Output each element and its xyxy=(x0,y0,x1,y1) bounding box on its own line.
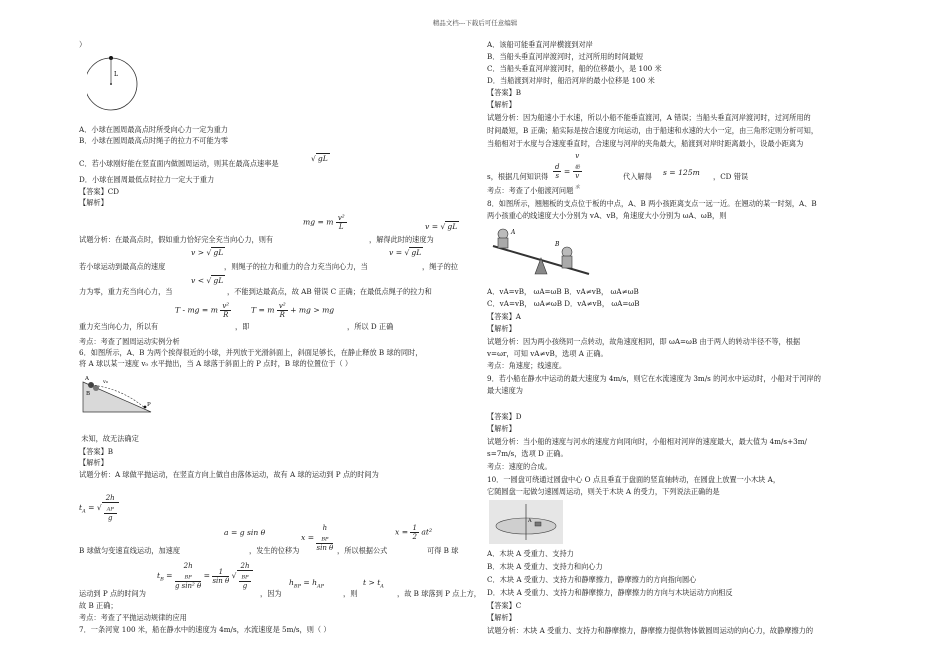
q5-analysis-line-1b: ，解得此时的速度为 xyxy=(369,235,434,244)
q6-analysis-line-2: B 球做匀变速直线运动，加速度 xyxy=(79,546,181,555)
turntable-figure xyxy=(489,500,563,544)
kaodian-q7: 考点：考查了小船渡河问题 xyxy=(487,186,574,195)
top-fragment: ） xyxy=(79,40,87,49)
analysis-label-q8: 【解析】 xyxy=(487,324,516,333)
analysis-label-q9: 【解析】 xyxy=(487,424,516,433)
analysis-label-q5: 【解析】 xyxy=(79,198,108,207)
formula-v-eq: v = √ gL xyxy=(425,222,458,231)
q5-analysis-line-4c: ，所以 D 正确 xyxy=(347,322,394,331)
q10-option-c: C．木块 A 受重力、支持力和静摩擦力，静摩擦力的方向指向圆心 xyxy=(487,575,697,584)
q7-line: 7．一条河宽 100 米，船在静水中的速度为 4m/s，水流速度是 5m/s，则（ ） xyxy=(79,625,331,634)
q8-line-1: 8．如图所示，翘翘板的支点位于板的中点，A、B 两小孩距离支点一远一近。在翘动的某一时刻，A、B xyxy=(487,199,817,208)
q5-analysis-line-2c: ，绳子的拉 xyxy=(422,262,458,271)
answer-q7: 【答案】B xyxy=(487,88,522,97)
q5-analysis-line-2: 若小球运动到最高点的速度 xyxy=(79,262,166,271)
label-a: A xyxy=(528,518,532,524)
q5-analysis-line-4b: ，即 xyxy=(235,322,250,331)
page-header: 精品文档---下载后可任意编辑 xyxy=(432,19,518,27)
q10-option-b: B．木块 A 受重力、支持力和向心力 xyxy=(487,562,603,571)
q10-line-1: 10．一圆盘可绕通过圆盘中心 O 点且垂直于盘面的竖直轴转动，在圆盘上放置一小木块 A， xyxy=(487,475,781,484)
formula-sqrt-gl: √ gL xyxy=(311,154,328,163)
q7-option-c: C．当船头垂直河岸渡河时，船的位移最小，是 100 米 xyxy=(487,64,662,73)
q6-analysis-line-3: 运动到 P 点的时间为 xyxy=(79,589,146,598)
q8-option-cd: C．vA=vB， ωA≠ωB D．vA≠vB， ωA=ωB xyxy=(487,299,640,308)
label-a: A xyxy=(85,376,89,382)
label-v0: v₀ xyxy=(103,379,108,385)
q6-analysis-line-3c: ，则 xyxy=(343,589,358,598)
kaodian-q8: 考点：角速度；线速度。 xyxy=(487,361,567,370)
formula-t-eq: T = m $\frac{\text{v²}}{R}$ + mg > mg xyxy=(251,302,335,319)
answer-q9: 【答案】D xyxy=(487,412,522,421)
q7-analysis-line-1: 试题分析：因为船速小于水速，所以小船不能垂直渡河，A 错误；当船头垂直河岸渡河时，过河所用的 xyxy=(487,113,811,122)
q7-option-a: A．该船可能垂直河岸横渡到对岸 xyxy=(487,40,593,49)
q10-option-d: D．木块 A 受重力、支持力和静摩擦力，静摩擦力的方向与木块运动方向相反 xyxy=(487,588,733,597)
q8-option-ab: A．vA=vB， ωA=ωB B．vA≠vB， ωA≠ωB xyxy=(487,287,639,296)
option-c: C．若小球刚好能在竖直面内做圆周运动，则其在最高点速率是 xyxy=(79,159,279,168)
q6-analysis-line-2c: ，所以根据公式 xyxy=(337,546,388,555)
q5-analysis-line-3b: ，不能到达最高点，故 AB 错误 C 正确；在最低点绳子的拉力和 xyxy=(227,287,432,296)
option-d: D．小球在圆周最低点时拉力一定大于重力 xyxy=(79,175,215,184)
formula-s-eq: s = 125m xyxy=(663,168,700,177)
formula-x-eq: x = h $_{BP}$ sin θ xyxy=(301,524,334,553)
option-b: B．小球在圆周最高点时绳子的拉力不可能为零 xyxy=(79,136,229,145)
q9-line-1: 9．若小船在静水中运动的最大速度为 4m/s，则它在水流速度为 3m/s 的河水中运动时，小船对于河岸的 xyxy=(487,374,821,383)
q7-analysis-line-4: s，根据几何知识得 xyxy=(487,172,549,181)
q7-analysis-line-2: 时间最短，B 正确；船实际是按合速度方向运动，由于船速和水速的大小一定，由三角形定则分析可知， xyxy=(487,126,819,135)
q5-analysis-line-4: 重力充当向心力，所以有 xyxy=(79,322,159,331)
incline-figure xyxy=(81,374,161,416)
analysis-label-q7: 【解析】 xyxy=(487,100,516,109)
q6-analysis-line-2d: 可得 B 球 xyxy=(427,546,459,555)
kaodian-q5: 考点：考查了圆周运动实例分析 xyxy=(79,337,180,346)
formula-mg-eq: mg = m $\frac{\text{v²}}{L}$ xyxy=(303,214,345,231)
formula-v-gt: v > √ gL xyxy=(191,248,224,257)
formula-t-minus-mg: T - mg = m $\frac{\text{v²}}{R}$ xyxy=(175,302,230,319)
q5-analysis-line-2b: ，则绳子的拉力和重力的合力充当向心力，当 xyxy=(224,262,368,271)
formula-v-eq-2: v = √ gL xyxy=(389,248,422,257)
formula-tb: $t_B$ = 2h $_{BP}$ g sin² θ = $\frac{1}{\text{sin θ}}$ √ 2h $_{BP}$ g xyxy=(157,562,253,590)
q7-analysis-line-4c: ，CD 错误 xyxy=(713,172,749,181)
answer-q6: 【答案】B xyxy=(79,447,114,456)
formula-v-lt: v < √ gL xyxy=(191,276,224,285)
kaodian-q9: 考点：速度的合成。 xyxy=(487,462,552,471)
q8-analysis-line-2: v=ωr，可知 vA≠vB，选项 A 正确。 xyxy=(487,349,608,358)
q6-option-tail: 未知，故无法确定 xyxy=(79,434,139,443)
analysis-label-q10: 【解析】 xyxy=(487,613,516,622)
q6-line-1: 6．如图所示，A、B 为两个挨得很近的小球，并列放于光滑斜面上，斜面足够长，在静止释放 B 球的同时， xyxy=(79,348,423,357)
answer-q10: 【答案】C xyxy=(487,601,522,610)
q9-analysis-line-1: 试题分析：当小船的速度与河水的速度方向同向时，小船相对河岸的速度最大，最大值为 4m/s+3m/ xyxy=(487,437,807,446)
figure-label-L: L xyxy=(114,71,118,78)
q5-analysis-line-3: 力为零，重力充当向心力，当 xyxy=(79,287,173,296)
q6-analysis-line-3d: ，故 B 球落到 P 点上方， xyxy=(397,589,481,598)
formula-h-eq: $h_{BP} = h_{AP}$ xyxy=(289,578,325,590)
q9-line-2: 最大速度为 xyxy=(487,386,523,395)
q10-analysis: 试题分析：木块 A 受重力、支持力和静摩擦力，静摩擦力提供物体做圆周运动的向心力，故静摩擦力的 xyxy=(487,626,814,635)
q10-option-a: A．木块 A 受重力、支持力 xyxy=(487,549,574,558)
q7-option-d: D．当船渡到对岸时，船沿河岸的最小位移是 100 米 xyxy=(487,76,655,85)
formula-tb-gt-ta: $t > t_A$ xyxy=(363,578,384,590)
label-b: B xyxy=(555,241,560,248)
answer-q5: 【答案】CD xyxy=(79,187,120,196)
q7-analysis-line-4b: 代入解得 xyxy=(623,172,652,181)
q8-analysis-line-1: 试题分析：因为两小孩绕同一点转动，故角速度相同，即 ωA=ωB 由于两人的转动半径不等，根据 xyxy=(487,337,801,346)
q6-line-2: 将 A 球以某一速度 v₀ 水平抛出，当 A 球落于斜面上的 P 点时，B 球的位置位于（ ） xyxy=(79,359,353,368)
q7-analysis-line-3: 当船相对于水度与合速度垂直时，合速度与河岸的夹角最大，船渡到对岸时距离最小，设最小距离为 xyxy=(487,139,804,148)
formula-ta: $t_A$ = √ 2h $_{AP}$ g xyxy=(79,494,119,522)
label-p: P xyxy=(147,402,151,408)
kaodian-q6: 考点：考查了平抛运动规律的应用 xyxy=(79,613,187,622)
formula-a-eq: a = g sin θ xyxy=(224,528,266,537)
label-a: A xyxy=(511,229,516,236)
formula-d-over-s: $\frac{d}{s}$ = v $_船$ v $_水$ xyxy=(555,152,580,191)
label-b: B xyxy=(86,391,91,397)
answer-q8: 【答案】A xyxy=(487,312,521,321)
seesaw-figure xyxy=(489,226,593,282)
q9-analysis-line-2: s=7m/s，选项 D 正确。 xyxy=(487,449,568,458)
q5-analysis-line-1: 试题分析：在最高点时，假如重力恰好完全充当向心力，则有 xyxy=(79,235,274,244)
q6-analysis-line-2b: ，发生的位移为 xyxy=(249,546,300,555)
q6-analysis-line-3b: ，因为 xyxy=(260,589,282,598)
q10-line-2: 它随圆盘一起做匀速圆周运动，则关于木块 A 的受力，下列说法正确的是 xyxy=(487,487,720,496)
option-a: A．小球在圆周最高点时所受向心力一定为重力 xyxy=(79,125,228,134)
q7-option-b: B．当船头垂直河岸渡河时，过河所用的时间最短 xyxy=(487,52,644,61)
q6-analysis-line-4: 故 B 正确； xyxy=(79,601,118,610)
analysis-label-q6: 【解析】 xyxy=(79,458,108,467)
q8-line-2: 两小孩重心的线速度大小分别为 vA、vB，角速度大小分别为 ωA、ωB，则 xyxy=(487,211,727,220)
circle-pendulum-figure xyxy=(87,52,139,116)
q6-analysis-line-1: 试题分析：A 球做平抛运动，在竖直方向上做自由落体运动，故有 A 球的运动到 P 点的时间为 xyxy=(79,470,379,479)
formula-x-half: x = $\frac{1}{2}$ at² xyxy=(395,524,432,541)
